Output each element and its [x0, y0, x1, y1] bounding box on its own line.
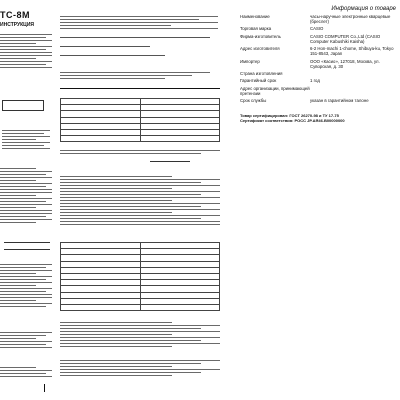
section-text-3	[0, 262, 52, 309]
spec-key: Гарантийный срок	[240, 78, 277, 84]
formula-box	[4, 242, 50, 250]
intro-text	[0, 32, 52, 70]
display-diagram	[2, 100, 44, 111]
column-right	[232, 0, 400, 400]
spec-value: 1 год	[310, 78, 320, 84]
spec-row	[240, 34, 398, 46]
spec-value: указан в гарантийном талоне	[310, 98, 369, 104]
document-title: ИНСТРУКЦИЯ	[0, 22, 35, 28]
column-left	[0, 0, 54, 400]
section-text-c	[60, 358, 220, 378]
spec-key: Адрес организации, принимающей претензии	[240, 85, 310, 96]
spec-key: Срок службы	[240, 98, 267, 104]
table-cell	[61, 304, 141, 310]
mid-text	[60, 70, 210, 81]
column-middle	[58, 0, 223, 400]
section-rule	[60, 88, 220, 89]
table-cell	[140, 304, 220, 310]
section-text-2	[0, 166, 52, 225]
spec-value	[310, 71, 398, 78]
table-cell	[140, 136, 220, 142]
top-text	[60, 14, 218, 31]
after-table-text	[60, 148, 220, 156]
section-text-1	[2, 128, 50, 151]
section-text-4	[0, 330, 52, 350]
spec-value: CASIO	[310, 26, 324, 32]
section-text-5	[0, 365, 52, 379]
spec-row	[240, 46, 398, 58]
page-number-marker	[44, 384, 51, 392]
spec-row	[240, 71, 398, 78]
spec-key: Фирма-изготовитель	[240, 33, 281, 39]
spec-row	[240, 86, 398, 98]
spec-row	[240, 26, 398, 33]
spec-row	[240, 14, 398, 26]
spec-value	[310, 86, 398, 98]
section-text-b	[60, 320, 220, 349]
spec-key: Импортер	[240, 58, 260, 64]
product-info-table	[240, 14, 398, 106]
table-cell	[61, 136, 141, 142]
spec-row	[240, 98, 398, 105]
spec-row	[240, 78, 398, 85]
top-formulas	[60, 36, 210, 57]
certificate-note: Сертификат соответствия: РОСС JP.АЯ46.В00000000	[240, 118, 345, 123]
model-number: TC-8M	[0, 10, 30, 20]
formula-line	[150, 156, 190, 162]
spec-key: Торговая марка	[240, 26, 272, 32]
spec-key: Адрес изготовителя	[240, 46, 280, 52]
spec-row	[240, 59, 398, 71]
spec-key: Наименование	[240, 14, 270, 19]
section-header: Информация о товаре	[331, 6, 396, 12]
table-row	[61, 136, 220, 142]
spec-value: ООО «Касио», 127018, Москва, ул. Суворская, д. 30	[310, 58, 380, 69]
result-table	[60, 242, 220, 311]
spec-value: CASIO COMPUTER Co.,Ltd (CASIO Computer Kabushiki Kaisha)	[310, 33, 381, 44]
parameter-table	[60, 98, 220, 142]
certification-note: Товар сертифицирован: ГОСТ 26270-98 и ТУ 17-75	[240, 113, 339, 118]
table-row	[61, 304, 220, 310]
spec-key: Страна изготовления	[240, 70, 283, 76]
spec-value: часы-наручные электронные кварцевые (бреслет)	[310, 14, 391, 24]
section-text-a	[60, 174, 220, 227]
spec-value: 6-2 Hon-machi 1-chome, Shibuya-ku, Tokyo 151-8543, Japan	[310, 46, 394, 57]
